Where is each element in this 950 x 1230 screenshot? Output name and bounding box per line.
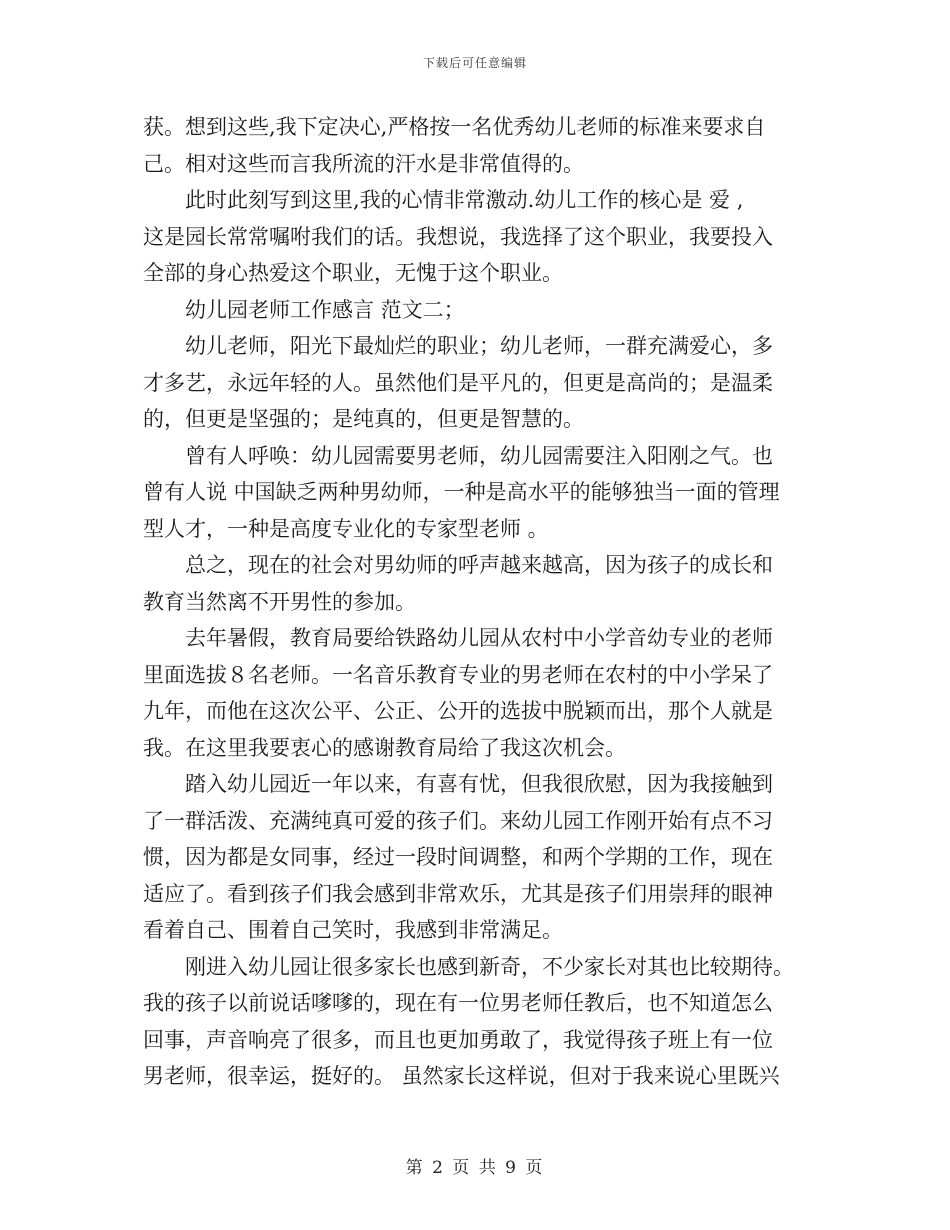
page-header: 下载后可任意编辑 [422,56,527,70]
text-line: 获。想到这些,我下定决心,严格按一名优秀幼儿老师的标准来要求自 [143,115,766,139]
text-line: 型人才，一种是高度专业化的专家型老师 。 [143,516,549,541]
text-line: 适应了。看到孩子们我会感到非常欢乐，尤其是孩子们用崇拜的眼神 [143,881,773,906]
text-line: 此时此刻写到这里,我的心情非常激动.幼儿工作的核心是 爱 , [185,188,744,212]
text-line: 的，但更是坚强的；是纯真的，但更是智慧的。 [143,407,584,431]
text-line: 我。在这里我要衷心的感谢教育局给了我这次机会。 [143,735,626,760]
text-line: 看着自己、围着自己笑时，我感到非常满足。 [143,918,563,942]
text-line: 这是园长常常嘱咐我们的话。我想说，我选择了这个职业，我要投入 [143,224,773,249]
text-line: 我的孩子以前说话嗲嗲的，现在有一位男老师任教后，也不知道怎么 [143,991,773,1015]
text-line: 里面选拔８名老师。一名音乐教育专业的男老师在农村的中小学呆了 [143,662,773,687]
page-number: 第 2 页 共 9 页 [405,1158,545,1178]
text-line: 惯，因为都是女同事，经过一段时间调整，和两个学期的工作，现在 [143,845,773,869]
text-line: 全部的身心热爱这个职业，无愧于这个职业。 [143,261,563,285]
text-line: 总之，现在的社会对男幼师的呼声越来越高，因为孩子的成长和 [185,553,773,577]
section-heading: 幼儿园老师工作感言 范文二； [185,297,465,322]
text-line: 幼儿老师，阳光下最灿烂的职业；幼儿老师，一群充满爱心，多 [185,334,773,358]
text-line: 教育当然离不开男性的参加。 [143,589,416,614]
text-line: 才多艺，永远年轻的人。虽然他们是平凡的，但更是高尚的；是温柔 [143,370,773,395]
document-body [143,109,813,1095]
text-line: 九年，而他在这次公平、公正、公开的选拔中脱颖而出，那个人就是 [143,699,773,723]
text-line: 了一群活泼、充满纯真可爱的孩子们。来幼儿园工作刚开始有点不习 [143,808,773,833]
text-line: 踏入幼儿园近一年以来，有喜有忧，但我很欣慰，因为我接触到 [185,772,773,796]
text-line: 己。相对这些而言我所流的汗水是非常值得的。 [143,151,584,176]
text-line: 男老师，很幸运，挺好的。 虽然家长这样说，但对于我来说心里既兴 [143,1064,780,1088]
text-line: 曾有人说 中国缺乏两种男幼师，一种是高水平的能够独当一面的管理 [143,480,780,504]
text-line: 曾有人呼唤：幼儿园需要男老师，幼儿园需要注入阳刚之气。也 [185,443,773,468]
text-line: 回事，声音响亮了很多，而且也更加勇敢了，我觉得孩子班上有一位 [143,1027,773,1052]
text-line: 去年暑假，教育局要给铁路幼儿园从农村中小学音幼专业的老师 [185,626,773,650]
text-line: 刚进入幼儿园让很多家长也感到新奇，不少家长对其也比较期待。 [185,954,794,979]
